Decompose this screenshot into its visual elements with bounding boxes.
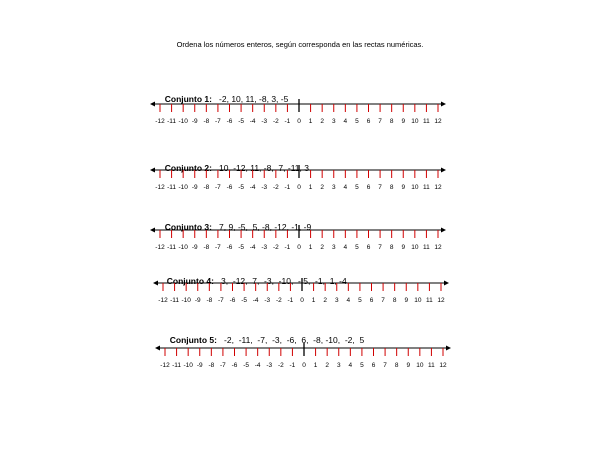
tick-label: -2 — [272, 118, 279, 125]
tick-label: -4 — [252, 297, 259, 304]
tick-label: 10 — [411, 184, 419, 191]
tick-label: 0 — [297, 118, 301, 125]
tick-label: 8 — [389, 244, 394, 251]
tick-label: 2 — [320, 118, 324, 125]
tick-label: -5 — [238, 184, 244, 191]
tick-label: -1 — [284, 244, 291, 251]
tick-label: -6 — [226, 184, 233, 191]
tick-label: 9 — [401, 118, 406, 125]
tick-label: 2 — [325, 362, 329, 369]
tick-label: -10 — [183, 362, 193, 369]
tick-label: -8 — [203, 244, 210, 251]
tick-label: -1 — [287, 297, 294, 304]
tick-label: 11 — [423, 118, 430, 125]
tick-label: 12 — [434, 184, 442, 191]
set-numbers: 10, -12, 11, -8, 7, -11, 3 — [219, 163, 309, 173]
tick-label: 0 — [297, 184, 301, 191]
arrow-right-icon — [444, 281, 449, 286]
tick-label: -12 — [155, 118, 165, 125]
tick-label: -5 — [238, 118, 244, 125]
tick-label: -9 — [194, 297, 201, 304]
tick-label: 8 — [392, 297, 397, 304]
arrow-right-icon — [441, 228, 446, 233]
tick-label: -7 — [215, 244, 221, 251]
tick-label: 8 — [389, 184, 394, 191]
tick-label: -1 — [284, 184, 291, 191]
tick-label: -1 — [284, 118, 291, 125]
tick-label: -8 — [203, 184, 210, 191]
tick-label: 5 — [360, 362, 364, 369]
tick-label: -2 — [277, 362, 284, 369]
set-label: Conjunto 2: — [164, 163, 212, 173]
tick-label: 1 — [311, 297, 316, 304]
tick-label: 7 — [383, 362, 387, 369]
tick-label: 6 — [366, 184, 371, 191]
number-line-1 — [0, 96, 600, 136]
tick-label: -10 — [178, 244, 188, 251]
tick-label: -9 — [191, 184, 198, 191]
tick-label: -8 — [203, 118, 210, 125]
tick-label: 1 — [308, 184, 313, 191]
tick-label: -12 — [155, 244, 165, 251]
number-line-2 — [0, 162, 600, 202]
tick-label: -6 — [226, 118, 233, 125]
tick-label: 5 — [355, 184, 359, 191]
tick-label: -10 — [181, 297, 191, 304]
number-line-4 — [0, 275, 600, 315]
tick-label: 7 — [378, 184, 382, 191]
tick-label: 12 — [437, 297, 445, 304]
tick-label: 0 — [300, 297, 304, 304]
tick-label: 1 — [308, 244, 313, 251]
tick-label: 6 — [366, 244, 371, 251]
tick-label: 10 — [411, 118, 419, 125]
tick-label: 1 — [313, 362, 318, 369]
set-label: Conjunto 5: — [169, 335, 217, 345]
tick-label: 8 — [394, 362, 399, 369]
tick-label: -10 — [178, 184, 188, 191]
tick-label: -6 — [226, 244, 233, 251]
tick-label: -2 — [275, 297, 282, 304]
set-label: Conjunto 3: — [164, 222, 212, 232]
set-numbers: 7, 9, -5, 5, -8, -12, -1, -9 — [219, 222, 312, 232]
tick-label: 9 — [404, 297, 409, 304]
tick-label: -3 — [261, 118, 268, 125]
arrow-left-icon — [150, 228, 155, 233]
tick-label: 3 — [331, 244, 336, 251]
tick-label: 2 — [323, 297, 327, 304]
tick-label: 10 — [414, 297, 422, 304]
tick-label: -4 — [249, 184, 256, 191]
tick-label: -3 — [261, 244, 268, 251]
tick-label: 6 — [366, 118, 371, 125]
tick-label: -3 — [264, 297, 271, 304]
tick-label: -7 — [218, 297, 224, 304]
tick-label: 3 — [334, 297, 339, 304]
tick-label: 4 — [343, 184, 348, 191]
tick-label: -5 — [241, 297, 247, 304]
tick-label: 3 — [331, 118, 336, 125]
tick-label: 1 — [308, 118, 313, 125]
tick-label: -11 — [167, 244, 177, 251]
tick-label: 2 — [320, 184, 324, 191]
tick-label: 5 — [355, 118, 359, 125]
tick-label: 3 — [336, 362, 341, 369]
tick-label: -11 — [167, 118, 177, 125]
arrow-right-icon — [441, 168, 446, 173]
tick-label: -3 — [266, 362, 273, 369]
tick-label: 5 — [358, 297, 362, 304]
set-numbers: -2, -11, -7, -3, -6, 6, -8, -10, -2, 5 — [224, 335, 365, 345]
tick-label: -2 — [272, 244, 279, 251]
tick-label: 10 — [411, 244, 419, 251]
tick-label: 4 — [343, 244, 348, 251]
tick-label: -9 — [196, 362, 203, 369]
tick-label: 11 — [428, 362, 435, 369]
tick-label: -3 — [261, 184, 268, 191]
tick-label: -10 — [178, 118, 188, 125]
tick-label: 2 — [320, 244, 324, 251]
set-numbers: 3, -12, 7, -3, -10, - 5, -1, 1, -4 — [221, 276, 347, 286]
tick-label: -7 — [215, 184, 221, 191]
tick-label: -7 — [220, 362, 226, 369]
arrow-right-icon — [441, 102, 446, 107]
tick-label: 11 — [423, 184, 430, 191]
tick-label: 12 — [434, 244, 442, 251]
tick-label: 7 — [378, 244, 382, 251]
tick-label: -9 — [191, 244, 198, 251]
tick-label: 6 — [369, 297, 374, 304]
tick-label: -8 — [206, 297, 213, 304]
arrow-left-icon — [153, 281, 158, 286]
tick-label: -12 — [158, 297, 168, 304]
tick-label: 9 — [401, 184, 406, 191]
tick-label: -11 — [170, 297, 180, 304]
tick-label: 4 — [348, 362, 353, 369]
tick-label: 4 — [343, 118, 348, 125]
set-label: Conjunto 1: — [164, 94, 212, 104]
tick-label: -4 — [254, 362, 261, 369]
tick-label: 3 — [331, 184, 336, 191]
arrow-left-icon — [155, 346, 160, 351]
tick-label: 0 — [297, 244, 301, 251]
tick-label: -4 — [249, 244, 256, 251]
tick-label: 0 — [302, 362, 306, 369]
number-line-3 — [0, 222, 600, 262]
set-numbers: -2, 10, 11, -8, 3, -5 — [219, 94, 289, 104]
arrow-left-icon — [150, 102, 155, 107]
tick-label: 5 — [355, 244, 359, 251]
tick-label: 9 — [406, 362, 411, 369]
tick-label: -9 — [191, 118, 198, 125]
tick-label: -12 — [155, 184, 165, 191]
tick-label: -6 — [229, 297, 236, 304]
tick-label: 11 — [426, 297, 433, 304]
arrow-left-icon — [150, 168, 155, 173]
tick-label: -7 — [215, 118, 221, 125]
tick-label: 6 — [371, 362, 376, 369]
instructions-text: Ordena los números enteros, según corresponda en las rectas numéricas. — [176, 40, 424, 49]
tick-label: 12 — [439, 362, 447, 369]
tick-label: -12 — [160, 362, 170, 369]
tick-label: 7 — [378, 118, 382, 125]
tick-label: 10 — [416, 362, 424, 369]
tick-label: -1 — [289, 362, 296, 369]
tick-label: -8 — [208, 362, 215, 369]
tick-label: -5 — [243, 362, 249, 369]
tick-label: 8 — [389, 118, 394, 125]
set-label: Conjunto 4: — [166, 276, 214, 286]
tick-label: -6 — [231, 362, 238, 369]
tick-label: 11 — [423, 244, 430, 251]
tick-label: -2 — [272, 184, 279, 191]
tick-label: -11 — [172, 362, 182, 369]
number-line-5 — [0, 340, 600, 380]
tick-label: 4 — [346, 297, 351, 304]
tick-label: 9 — [401, 244, 406, 251]
tick-label: -4 — [249, 118, 256, 125]
tick-label: 12 — [434, 118, 442, 125]
tick-label: -5 — [238, 244, 244, 251]
tick-label: -11 — [167, 184, 177, 191]
arrow-right-icon — [446, 346, 451, 351]
tick-label: 7 — [381, 297, 385, 304]
